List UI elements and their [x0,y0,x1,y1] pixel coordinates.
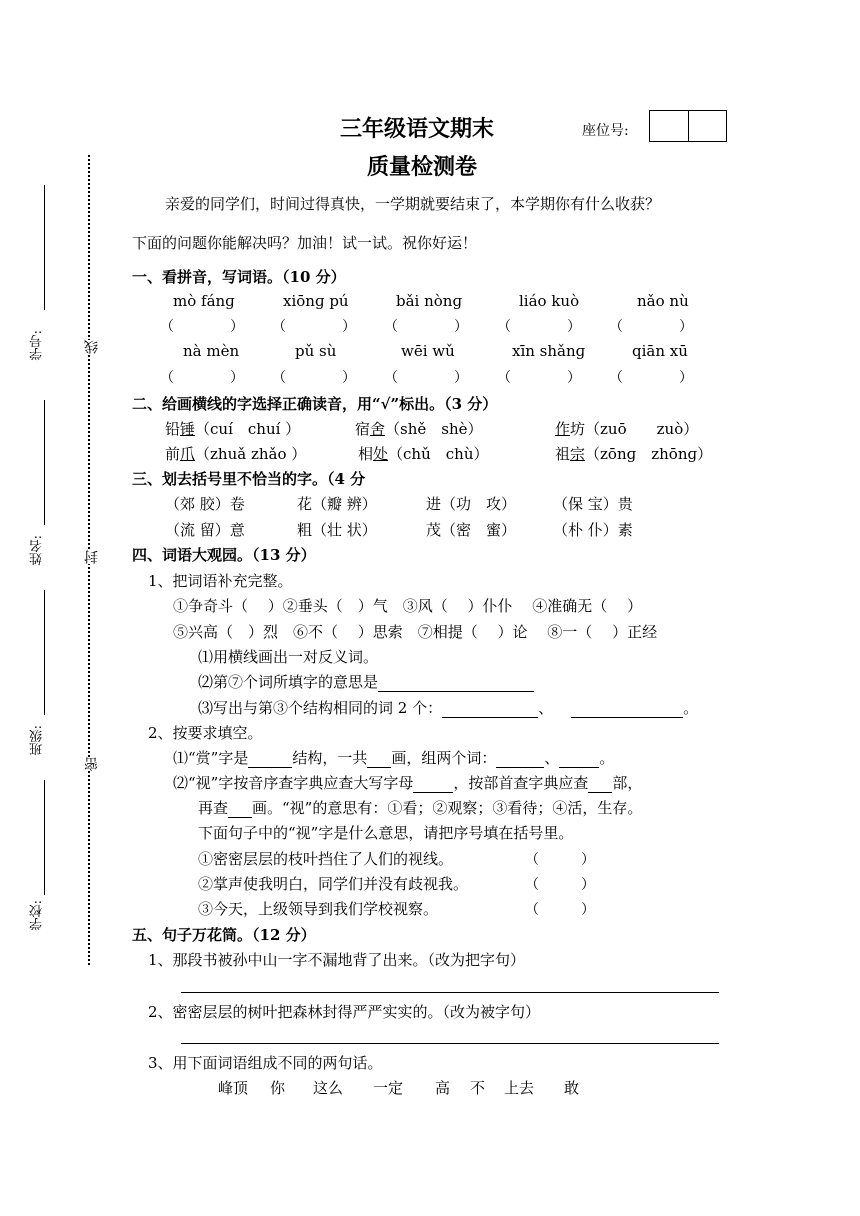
answer-blank[interactable] [413,776,453,793]
word-choice-item[interactable]: 进（功 攻） [426,495,517,513]
answer-blank[interactable] [442,701,538,718]
answer-bracket[interactable]: （ ） [609,319,693,335]
answer-blank[interactable] [367,751,391,768]
question-5-1: 1、那段书被孙中山一字不漏地背了出来。（改为把字句） [148,951,526,969]
section-3-heading: 三、划去括号里不恰当的字。（4 分 [132,470,366,488]
section-4-heading: 四、词语大观园。（13 分） [132,546,316,564]
pronunciation-item[interactable]: 相处（chǔ chù） [358,445,489,463]
answer-bracket[interactable]: （ ） [272,319,356,335]
question-5-3: 3、用下面词语组成不同的两句话。 [148,1054,383,1072]
answer-bracket[interactable]: （ ） [160,370,244,386]
seal-char-xian: 线 [84,340,100,354]
name-field[interactable] [44,400,45,525]
answer-bracket[interactable]: （ ） [525,852,595,868]
page-subtitle: 质量检测卷 [367,154,478,180]
pronunciation-item[interactable]: 宿舍（shě shè） [355,420,483,438]
seal-char-feng: 封 [84,550,100,564]
word-bank-item: 敢 [564,1079,580,1097]
name-label: 姓名: [30,535,45,566]
pinyin-item: mò fánɡ [173,292,235,310]
section-1-heading: 一、看拼音，写词语。（10 分） [132,268,346,286]
pronunciation-item[interactable]: 祖宗（zōnɡ zhōnɡ） [555,445,713,463]
word-bank-item: 高 [435,1079,451,1097]
school-field[interactable] [44,780,45,895]
seat-cell-2[interactable] [688,111,727,141]
answer-bracket[interactable]: （ ） [525,877,595,893]
answer-bracket[interactable]: （ ） [272,370,356,386]
question-4-1: 1、把词语补充完整。 [148,572,293,590]
pinyin-item: xīn shǎnɡ [512,342,586,360]
pronunciation-item[interactable]: 前爪（zhuǎ zhǎo ） [165,445,307,463]
question-4-1c: ⑶写出与第③个结构相同的词 2 个： 、 。 [198,699,699,717]
answer-blank[interactable] [378,675,534,692]
pronunciation-item[interactable]: 铅锤（cuí chuí ） [165,420,301,438]
meaning-sentence-3: ③今天，上级领导到我们学校视察。 [198,900,439,918]
intro-line-1: 亲爱的同学们，时间过得真快，一学期就要结束了，本学期你有什么收获？ [165,195,661,213]
class-field[interactable] [44,590,45,715]
pinyin-item: liáo kuò [519,292,580,310]
pinyin-item: qiān xū [632,342,688,360]
question-4-2-1: ⑴“赏”字是 结构，一共 画，组两个词： 、 。 [173,749,615,767]
seat-cell-1[interactable] [650,111,688,141]
word-bank-item: 不 [470,1079,486,1097]
pinyin-item: xiōnɡ pú [283,292,349,310]
word-bank-item: 你 [270,1079,286,1097]
pinyin-item: pǔ sù [295,342,337,360]
seal-char-mi: 密 [84,757,100,771]
student-id-label: 学号: [30,330,45,361]
intro-line-2: 下面的问题你能解决吗？加油！试一试。祝你好运！ [132,234,478,252]
answer-blank[interactable] [559,751,599,768]
question-4-2-4: 下面句子中的“视”字是什么意思，请把序号填在括号里。 [198,824,574,842]
answer-bracket[interactable]: （ ） [160,319,244,335]
answer-bracket[interactable]: （ ） [497,370,581,386]
page-title: 三年级语文期末 [340,116,495,142]
idiom-fill-row[interactable]: ⑤兴高（ ）烈 ⑥不（ ）思索 ⑦相提（ ）论 ⑧一（ ）正经 [173,623,658,641]
answer-bracket[interactable]: （ ） [497,319,581,335]
answer-blank[interactable] [496,751,544,768]
school-label: 学校: [30,900,45,931]
meaning-sentence-1: ①密密层层的枝叶挡住了人们的视线。 [198,850,454,868]
question-5-2: 2、密密层层的树叶把森林封得严严实实的。（改为被字句） [148,1003,541,1021]
word-choice-item[interactable]: （朴 仆）素 [553,521,633,539]
answer-blank[interactable] [248,751,292,768]
pronunciation-item[interactable]: 作坊（zuō zuò） [555,420,699,438]
word-bank-item: 这么 [313,1079,344,1097]
word-bank-item: 一定 [373,1079,404,1097]
answer-bracket[interactable]: （ ） [384,319,468,335]
question-4-1a: ⑴用横线画出一对反义词。 [198,648,379,666]
answer-blank[interactable] [588,776,612,793]
seat-number-box[interactable] [649,110,727,142]
pinyin-item: wēi wǔ [401,342,455,360]
answer-bracket[interactable]: （ ） [609,370,693,386]
class-label: 班级: [30,725,45,756]
idiom-fill-row[interactable]: ①争奇斗（ ）②垂头（ ）气 ③风（ ）仆仆 ④准确无（ ） [173,597,643,615]
answer-line[interactable] [181,992,719,993]
question-4-2-3: 再查 画。“视”的意思有：①看；②观察；③看待；④活，生存。 [198,799,643,817]
word-choice-item[interactable]: （郊 胶）卷 [165,495,245,513]
answer-blank[interactable] [571,701,683,718]
answer-line[interactable] [181,1043,719,1044]
question-4-2: 2、按要求填空。 [148,724,263,742]
word-choice-item[interactable]: 花（瓣 辨） [297,495,377,513]
section-5-heading: 五、句子万花筒。（12 分） [132,926,316,944]
word-choice-item[interactable]: 茂（密 蜜） [426,521,517,539]
student-id-field[interactable] [44,185,45,310]
section-2-heading: 二、给画横线的字选择正确读音，用“√”标出。（3 分） [132,395,498,413]
pinyin-item: nà mèn [183,342,240,360]
word-choice-item[interactable]: （流 留）意 [165,521,245,539]
answer-bracket[interactable]: （ ） [384,370,468,386]
word-bank-item: 峰顶 [218,1079,249,1097]
question-4-1b: ⑵第⑦个词所填字的意思是 [198,671,534,692]
question-4-2-2: ⑵“视”字按音序查字典应查大写字母 ，按部首查字典应查 部， [173,774,643,792]
word-choice-item[interactable]: 粗（壮 状） [297,521,377,539]
seat-label: 座位号: [582,123,629,139]
word-bank-item: 上去 [504,1079,535,1097]
answer-blank[interactable] [228,801,252,818]
pinyin-item: nǎo nù [637,292,689,310]
word-choice-item[interactable]: （保 宝）贵 [553,495,633,513]
pinyin-item: bǎi nònɡ [396,292,463,310]
meaning-sentence-2: ②掌声使我明白，同学们并没有歧视我。 [198,875,469,893]
answer-bracket[interactable]: （ ） [525,902,595,918]
